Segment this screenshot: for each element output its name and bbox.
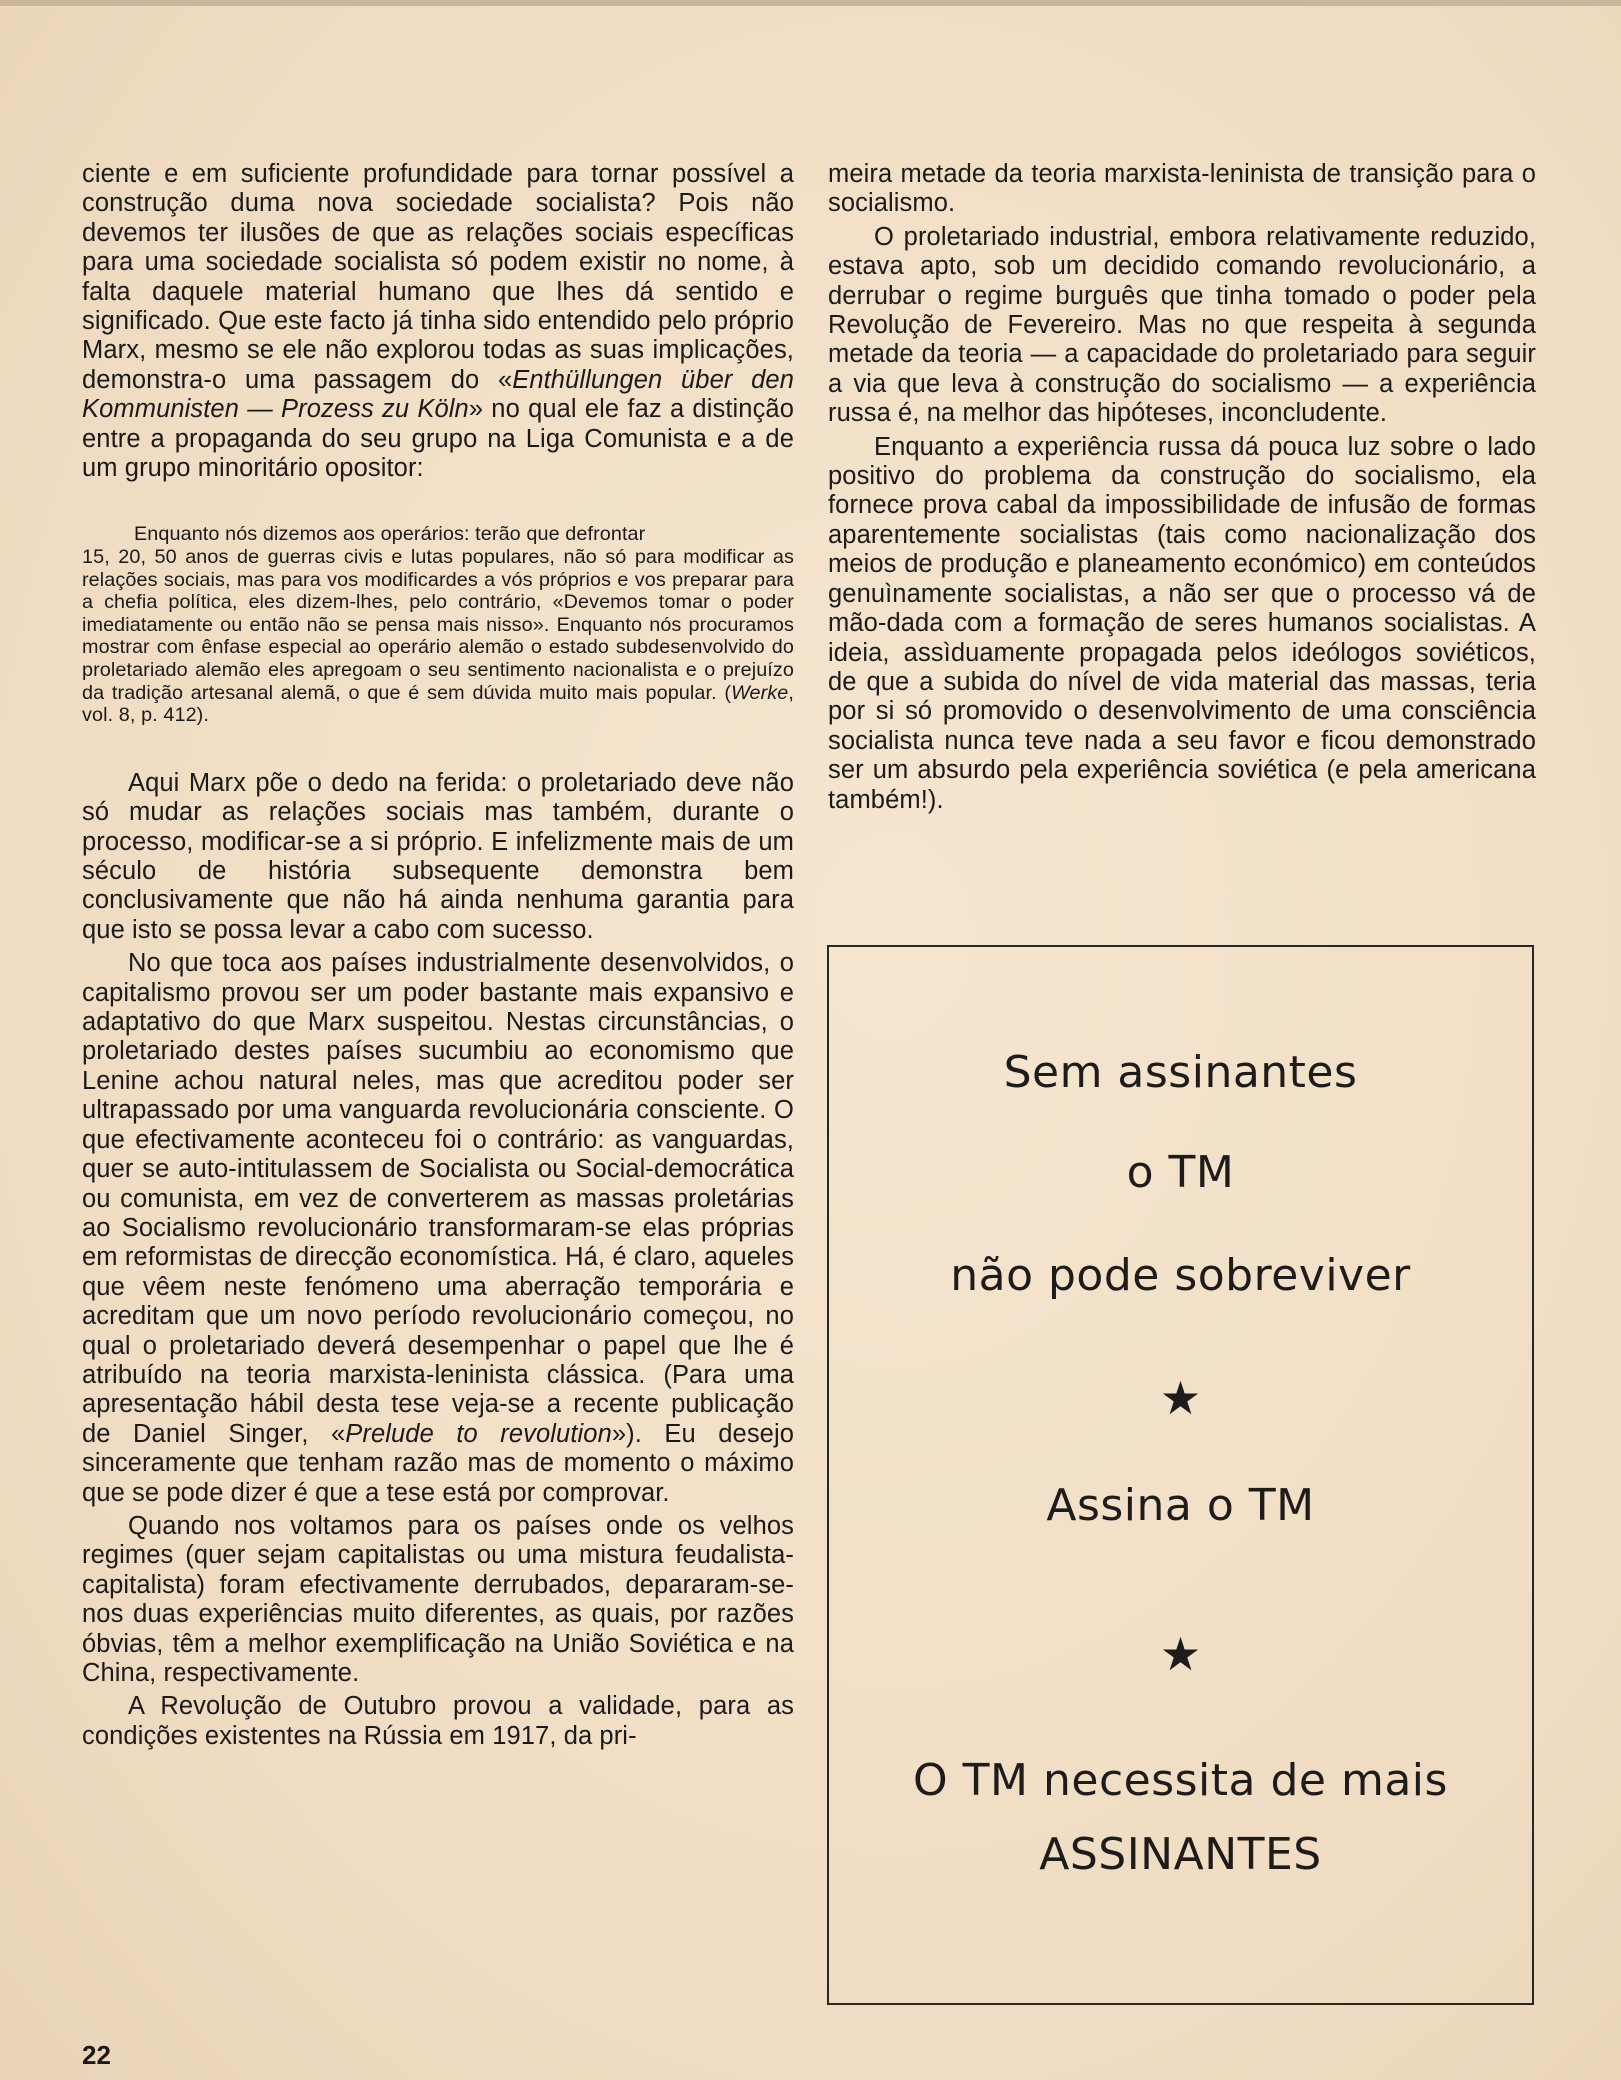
cited-title: Prelude to revolution: [345, 1419, 612, 1448]
text-run: No que toca aos países industrialmente desenvolvidos, o capitalismo provou ser um poder bastante mais expansivo e adaptativo do que Marx suspeitou. Nestas circunstâncias, o proletariado destes países sucumbiu ao economismo que Lenine achou natural neles, mas que acreditou poder ser ultrapassado por uma vanguarda revolucionária consciente. O que efectivamente aconteceu foi o contrário: as vanguardas, quer se auto-intitulassem de Socialista ou Social-democrática ou comunista, em vez de converterem as massas proletárias ao Socialismo revolucionário transformaram-se elas próprias em reformistas de direcção economística. Há, é claro, aqueles que vêem neste fenómeno uma aberração temporária e acreditam que um novo período revolucionário começou, no qual o proletariado deverá desempenhar o papel que lhe é atribuído na teoria marxista-leninista clássica. (Para uma apresentação hábil desta tese veja-se a recente publicação de Daniel Singer, «: [82, 949, 794, 1448]
quote-cite-title: Werke: [731, 681, 789, 704]
ad-line-2: o TM: [1126, 1147, 1235, 1198]
ad-line-4: Assina o TM: [1046, 1480, 1315, 1531]
text-run: ciente e em suficiente profundidade para tornar possível a construção duma nova sociedade socialista? Pois não devemos ter ilusões de que as relações sociais específicas para uma sociedade socialista só podem existir no nome, à falta daquele material humano que lhes dá sentido e significado. Que este facto já tinha sido entendido pelo próprio Marx, mesmo se ele não explorou todas as suas implicações, demonstra-o uma passagem do «: [82, 160, 794, 394]
quote-cite: , vol. 8, p. 412).: [82, 681, 794, 727]
ad-line-3: não pode sobreviver: [950, 1250, 1411, 1301]
right-paragraph-2: O proletariado industrial, embora relativamente reduzido, estava apto, sob um decidido comando revolucionário, a derrubar o regime burguês que tinha tomado o poder pela Revolução de Fevereiro. Mas no que respeita à segunda metade da teoria — a capacidade do proletariado para seguir a via que leva à construção do socialismo — a experiência russa é, na melhor das hipóteses, inconcludente.: [828, 222, 1536, 428]
right-column: [828, 160, 1536, 815]
right-paragraph-1: meira metade da teoria marxista-leninista de transição para o socialismo.: [828, 160, 1536, 218]
block-quote: [82, 523, 794, 726]
ad-line-6: ASSINANTES: [1039, 1829, 1322, 1880]
left-paragraph-5: A Revolução de Outubro provou a validade, para as condições existentes na Rússia em 1917, da pri-: [82, 1692, 794, 1750]
left-paragraph-3: [82, 949, 794, 1508]
text-run: » no qual ele faz a distinção entre a propaganda do seu grupo na Liga Comunista e a de um grupo minoritário opositor:: [82, 395, 794, 483]
left-paragraph-1: [82, 160, 794, 483]
ad-line-1: Sem assinantes: [1003, 1047, 1358, 1098]
page-top-edge: [0, 0, 1621, 6]
page-number: 22: [82, 2040, 111, 2070]
star-icon: ★: [1159, 1628, 1202, 1680]
quote-text: 15, 20, 50 anos de guerras civis e lutas populares, não só para modificar as relações sociais, mas para vos modificardes a vós próprios e vos preparar para a chefia política, eles dizem-lhes, pelo contrário, «Devemos tomar o poder imediatamente ou então não se pensa mais nisso». Enquanto nós procuramos mostrar com ênfase especial ao operário alemão o estado subdesenvolvido do proletariado alemão eles apregoam o seu sentimento nacionalista e o prejuízo da tradição artesanal alemã, o que é sem dúvida muito mais popular. (: [82, 546, 794, 704]
left-paragraph-4: Quando nos voltamos para os países onde os velhos regimes (quer sejam capitalistas ou uma mistura feudalista-capitalista) foram efectivamente derrubados, depararam-se-nos duas experiências muito diferentes, as quais, por razões óbvias, têm a melhor exemplificação na União Soviética e na China, respectivamente.: [82, 1511, 794, 1687]
quote-first-line: Enquanto nós dizemos aos operários: terão que defrontar: [134, 523, 646, 546]
left-paragraph-2: Aqui Marx põe o dedo na ferida: o proletariado deve não só mudar as relações sociais mas também, durante o processo, modificar-se a si próprio. E infelizmente mais de um século de história subsequente demonstra bem conclusivamente que não há ainda nenhuma garantia para que isto se possa levar a cabo com sucesso.: [82, 768, 794, 944]
left-column: [82, 160, 794, 1751]
ad-line-5: O TM necessita de mais: [913, 1755, 1448, 1806]
star-icon: ★: [1159, 1372, 1202, 1424]
text-run: »). Eu desejo sinceramente que tenham razão mas de momento o máximo que se pode dizer é que a tese está por comprovar.: [82, 1419, 795, 1507]
right-paragraph-3: Enquanto a experiência russa dá pouca luz sobre o lado positivo do problema da construção do socialismo, ela fornece prova cabal da impossibilidade de infusão de formas aparentemente socialistas (tais como nacionalização dos meios de produção e planeamento económico) em conteúdos genuìnamente socialistas, a não ser que o processo vá de mão-dada com a formação de seres humanos socialistas. A ideia, assìduamente propagada pelos ideólogos soviéticos, de que a subida do nível de vida material das massas, teria por si só promovido o desenvolvimento de uma consciência socialista nunca teve nada a seu favor e ficou demonstrado ser um absurdo pela experiência soviética (e pela americana também!).: [828, 432, 1536, 814]
subscription-ad-box: [827, 945, 1534, 2005]
cited-title: Enthüllungen über den Kommunisten — Prozess zu Köln: [82, 365, 794, 424]
